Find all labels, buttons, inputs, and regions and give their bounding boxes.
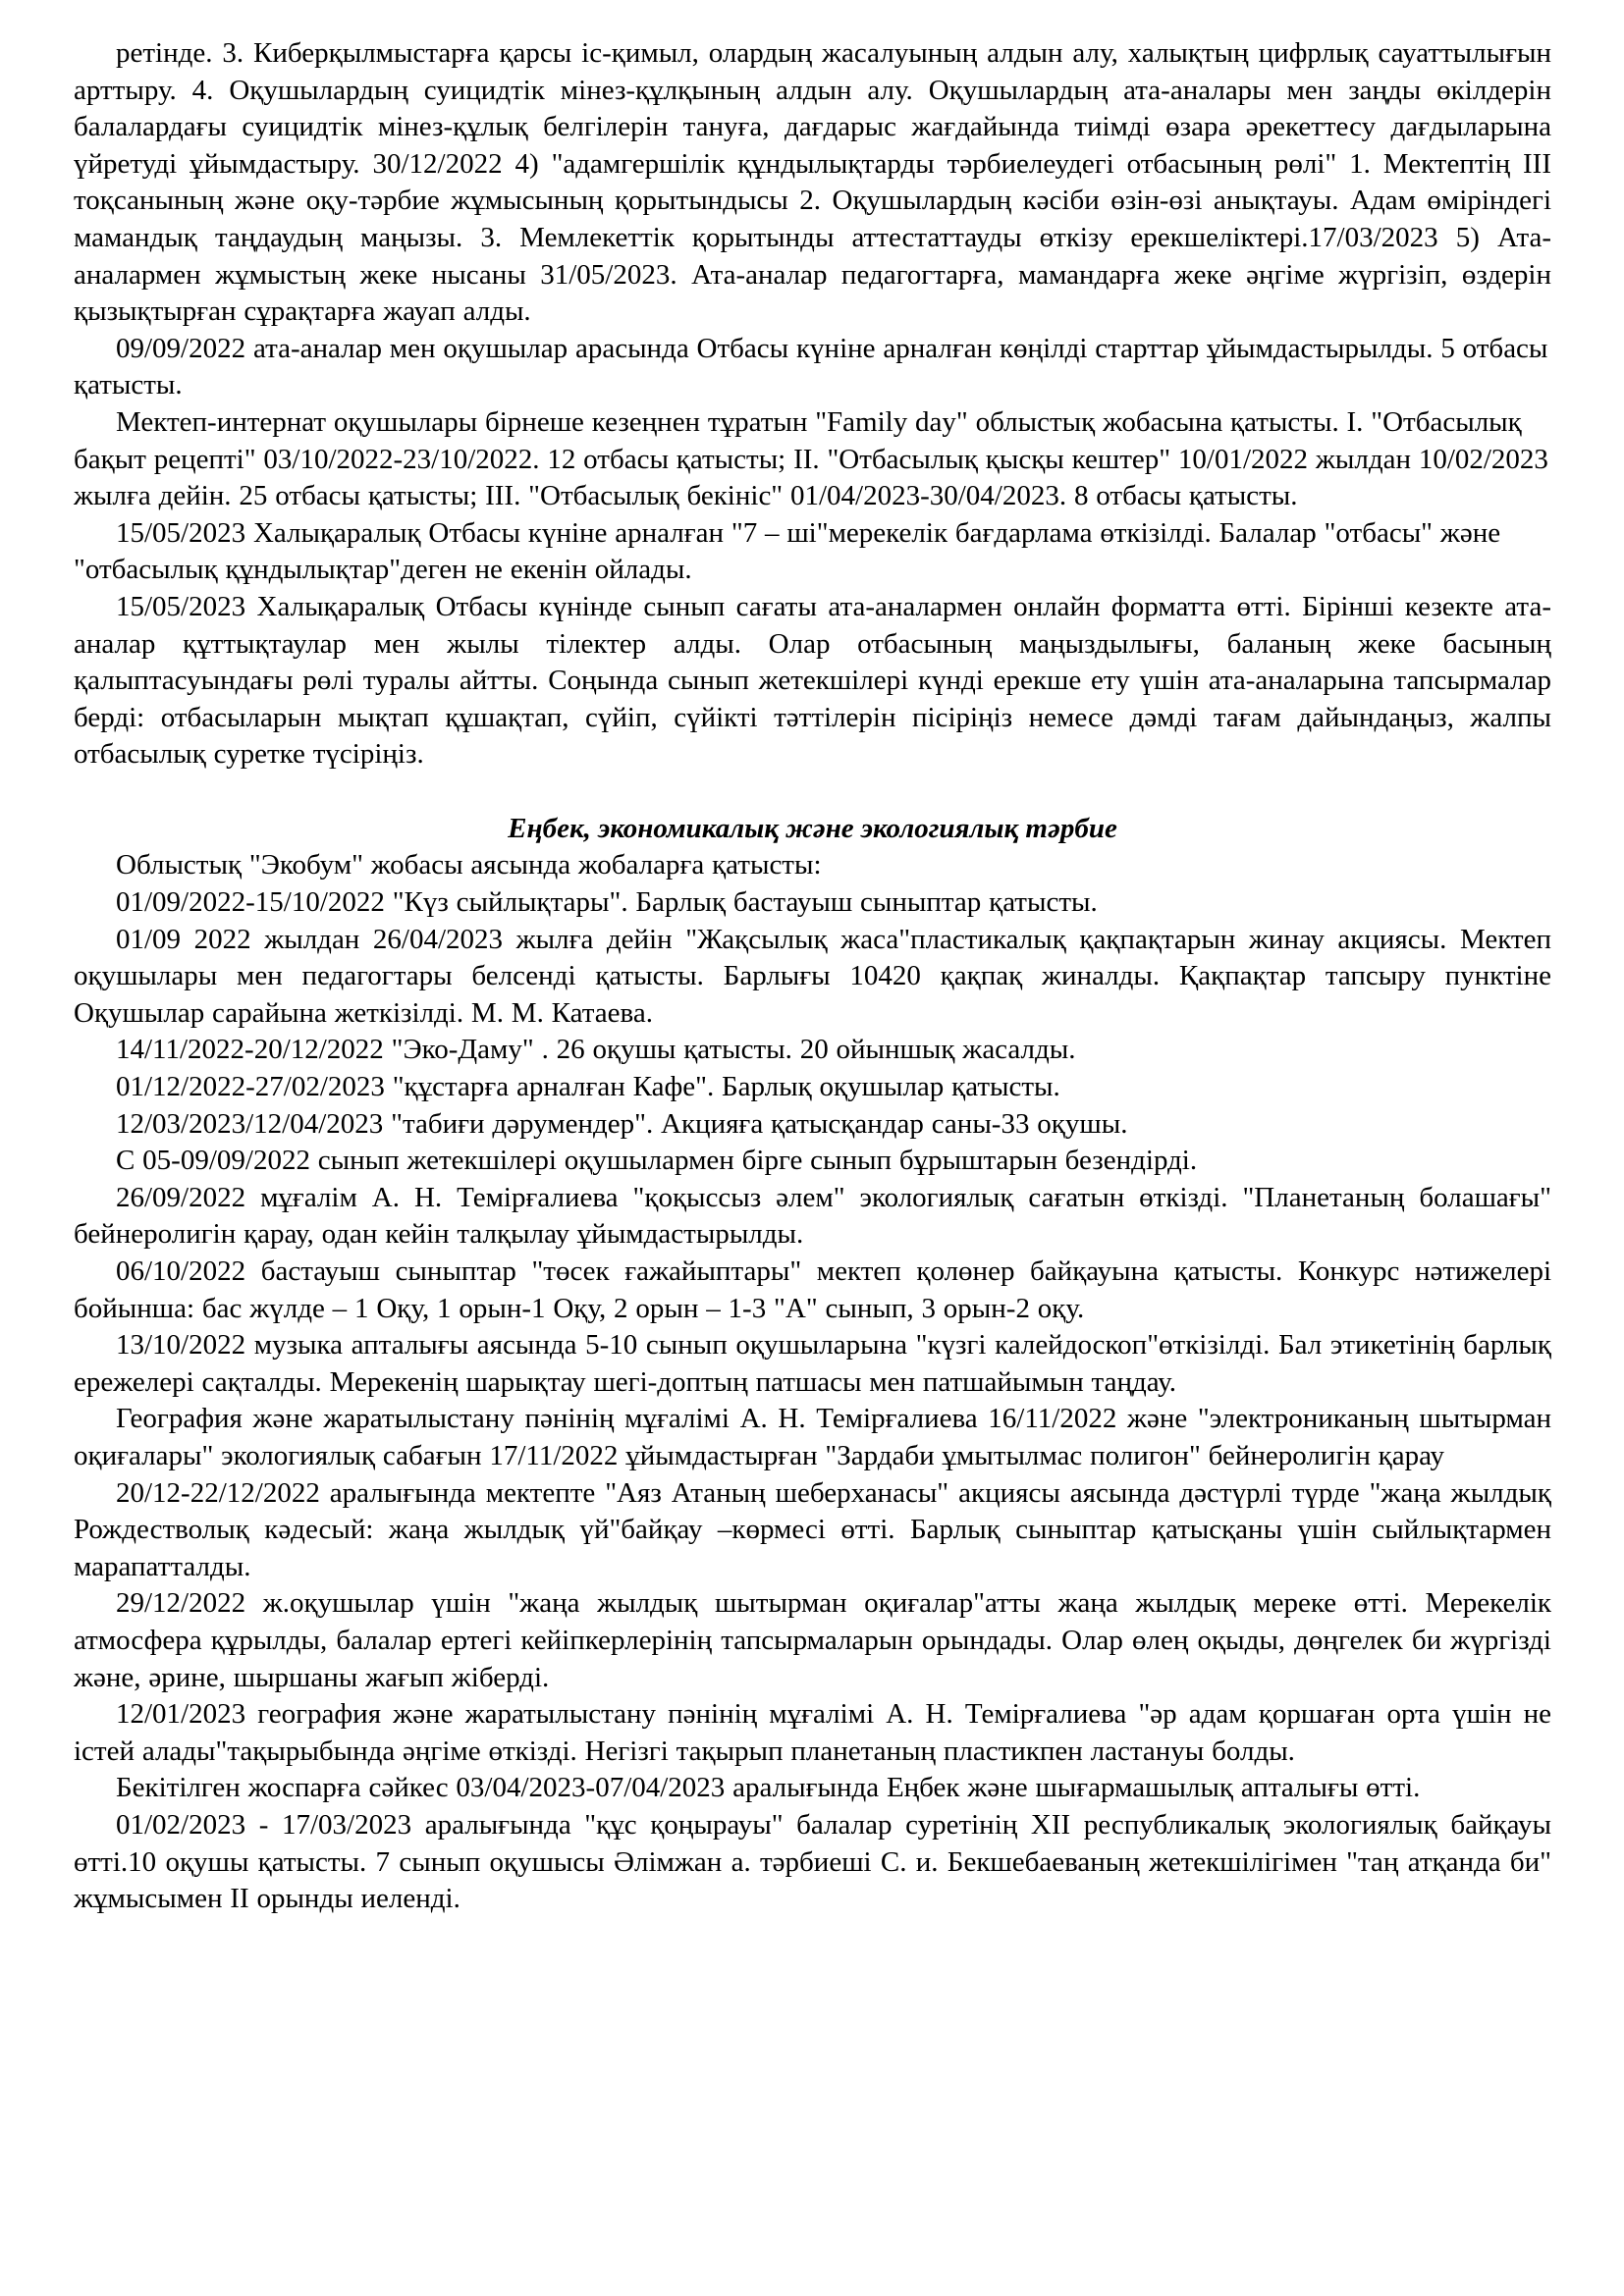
paragraph: 06/10/2022 бастауыш сыныптар "төсек ғажайыптары" мектеп қолөнер байқауына қатысты. Конкурс нәтижелері бойынша: бас жүлде – 1 Оқу, 1 орын-1 Оқу, 2 орын – 1-3 "А" сынып, 3 орын-2 оқу.: [74, 1255, 1551, 1324]
paragraph: 13/10/2022 музыка апталығы аясында 5-10 сынып оқушыларына "күзгі калейдоскоп"өткізілді. Бал этикетінің барлық ережелері сақталды. Мерекенің шарықтау шегі-доптың патшасы мен патшайымын таңдау.: [74, 1329, 1551, 1398]
paragraph: 26/09/2022 мұғалім А. Н. Темірғалиева "қоқыссыз әлем" экологиялық сағатын өткізді. "Планетаның болашағы" бейнеролигін қарау, одан кейін талқылау ұйымдастырылды.: [74, 1181, 1551, 1251]
paragraph: 15/05/2023 Халықаралық Отбасы күнінде сынып сағаты ата-аналармен онлайн форматта өтті. Бірінші кезекте ата-аналар құттықтаулар мен жылы тілектер алды. Олар отбасының маңыздылығы, баланың жеке басының қалыптасуындағы рөлі туралы айтты. Соңында сынып жетекшілері күнді ерекше ету үшін ата-аналарына тапсырмалар берді: отбасыларын мықтап құшақтап, сүйіп, сүйікті тәттілерін пісіріңіз немесе дәмді тағам дайындаңыз, жалпы отбасылық суретке түсіріңіз.: [74, 590, 1551, 771]
paragraph: 29/12/2022 ж.оқушылар үшін "жаңа жылдық шытырман оқиғалар"атты жаңа жылдық мереке өтті. Мерекелік атмосфера құрылды, балалар ертегі кейіпкерлерінің тапсырмаларын орындады. Олар өлең оқыды, дөңгелек би жүргізді және, әрине, шыршаны жағып жіберді.: [74, 1587, 1551, 1693]
section-heading: Еңбек, экономикалық және экологиялық тәрбие: [508, 812, 1117, 844]
paragraph: 01/09 2022 жылдан 26/04/2023 жылға дейін "Жақсылық жаса"пластикалық қақпақтарын жинау акциясы. Мектеп оқушылары мен педагогтары белсенді қатысты. Барлығы 10420 қақпақ жиналды. Қақпақтар тапсыру пунктіне Оқушылар сарайына жеткізілді. М. М. Катаева.: [74, 923, 1551, 1029]
paragraph: ретінде. 3. Киберқылмыстарға қарсы іс-қимыл, олардың жасалуының алдын алу, халықтың цифрлық сауаттылығын арттыру. 4. Оқушылардың суицидтік мінез-құлқының алдын алу. Оқушылардың ата-аналары мен заңды өкілдерін балалардағы суицидтік мінез-құлық белгілерін тануға, дағдарыс жағдайында тиімді өзара әрекеттесу дағдыларына үйретуді ұйымдастыру. 30/12/2022 4) "адамгершілік құндылықтарды тәрбиелеудегі отбасының рөлі" 1. Мектептің III тоқсанының және оқу-тәрбие жұмысының қорытындысы 2. Оқушылардың кәсіби өзін-өзі анықтауы. Адам өміріндегі мамандық таңдаудың маңызы. 3. Мемлекеттік қорытынды аттестаттауды өткізу ерекшеліктері.17/03/2023 5) Ата-аналармен жұмыстың жеке нысаны 31/05/2023. Ата-аналар педагогтарға, мамандарға жеке әңгіме жүргізіп, өздерін қызықтырған сұрақтарға жауап алды.: [74, 37, 1551, 328]
paragraph: Бекітілген жоспарға сәйкес 03/04/2023-07/04/2023 аралығында Еңбек және шығармашылық апталығы өтті.: [116, 1772, 1421, 1804]
paragraph: Облыстық "Экобум" жобасы аясында жобаларға қатысты:: [116, 849, 822, 881]
paragraph: 01/12/2022-27/02/2023 "құстарға арналған Кафе". Барлық оқушылар қатысты.: [116, 1071, 1060, 1103]
paragraph: С 05-09/09/2022 сынып жетекшілері оқушылармен бірге сынып бұрыштарын безендірді.: [116, 1145, 1198, 1177]
paragraph: Мектеп-интернат оқушылары бірнеше кезеңнен тұратын "Family day" облыстық жобасына қатысты. I. "Отбасылық бақыт рецепті" 03/10/2022-23/10/2022. 12 отбасы қатысты; II. "Отбасылық қысқы кештер" 10/01/2022 жылдан 10/02/2023 жылға дейін. 25 отбасы қатысты; III. "Отбасылық бекініс" 01/04/2023-30/04/2023. 8 отбасы қатысты.: [74, 405, 1548, 512]
paragraph: 20/12-22/12/2022 аралығында мектепте "Аяз Атаның шеберханасы" акциясы аясында дәстүрлі түрде "жаңа жылдық Рождестволық кәдесый: жаңа жылдық үй"байқау –көрмесі өтті. Барлық сыныптар қатысқаны үшін сыйлықтармен марапатталды.: [74, 1476, 1551, 1582]
paragraph: 01/02/2023 - 17/03/2023 аралығында "құс қоңырауы" балалар суретінің XII республикалық экологиялық байқауы өтті.10 оқушы қатысты. 7 сынып оқушысы Әлімжан а. тәрбиеші С. и. Бекшебаеваның жетекшілігімен "таң атқанда би" жұмысымен II орынды иеленді.: [74, 1808, 1551, 1915]
paragraph: 14/11/2022-20/12/2022 "Эко-Даму" . 26 оқушы қатысты. 20 ойыншық жасалды.: [116, 1034, 1076, 1066]
paragraph: 09/09/2022 ата-аналар мен оқушылар арасында Отбасы күніне арналған көңілді старттар ұйымдастырылды. 5 отбасы қатысты.: [74, 332, 1548, 401]
paragraph: 12/03/2023/12/04/2023 "табиғи дәрумендер". Акцияға қатысқандар саны-33 оқушы.: [116, 1107, 1128, 1140]
paragraph: 15/05/2023 Халықаралық Отбасы күніне арналған "7 – ші"мерекелік бағдарлама өткізілді. Балалар "отбасы" және "отбасылық құндылықтар"деген не екенін ойлады.: [74, 516, 1501, 586]
paragraph: 12/01/2023 география және жаратылыстану пәнінің мұғалімі А. Н. Темірғалиева "әр адам қоршаған орта үшін не істей алады"тақырыбында әңгіме өткізді. Негізгі тақырып планетаның пластикпен ластануы болды.: [74, 1698, 1551, 1767]
paragraph: 01/09/2022-15/10/2022 "Күз сыйлықтары". Барлық бастауыш сыныптар қатысты.: [116, 886, 1098, 919]
paragraph: География және жаратылыстану пәнінің мұғалімі А. Н. Темірғалиева 16/11/2022 және "электрониканың шытырман оқиғалары" экологиялық сабағын 17/11/2022 ұйымдастырған "Зардаби ұмытылмас полигон" бейнеролигін қарау: [74, 1403, 1551, 1471]
